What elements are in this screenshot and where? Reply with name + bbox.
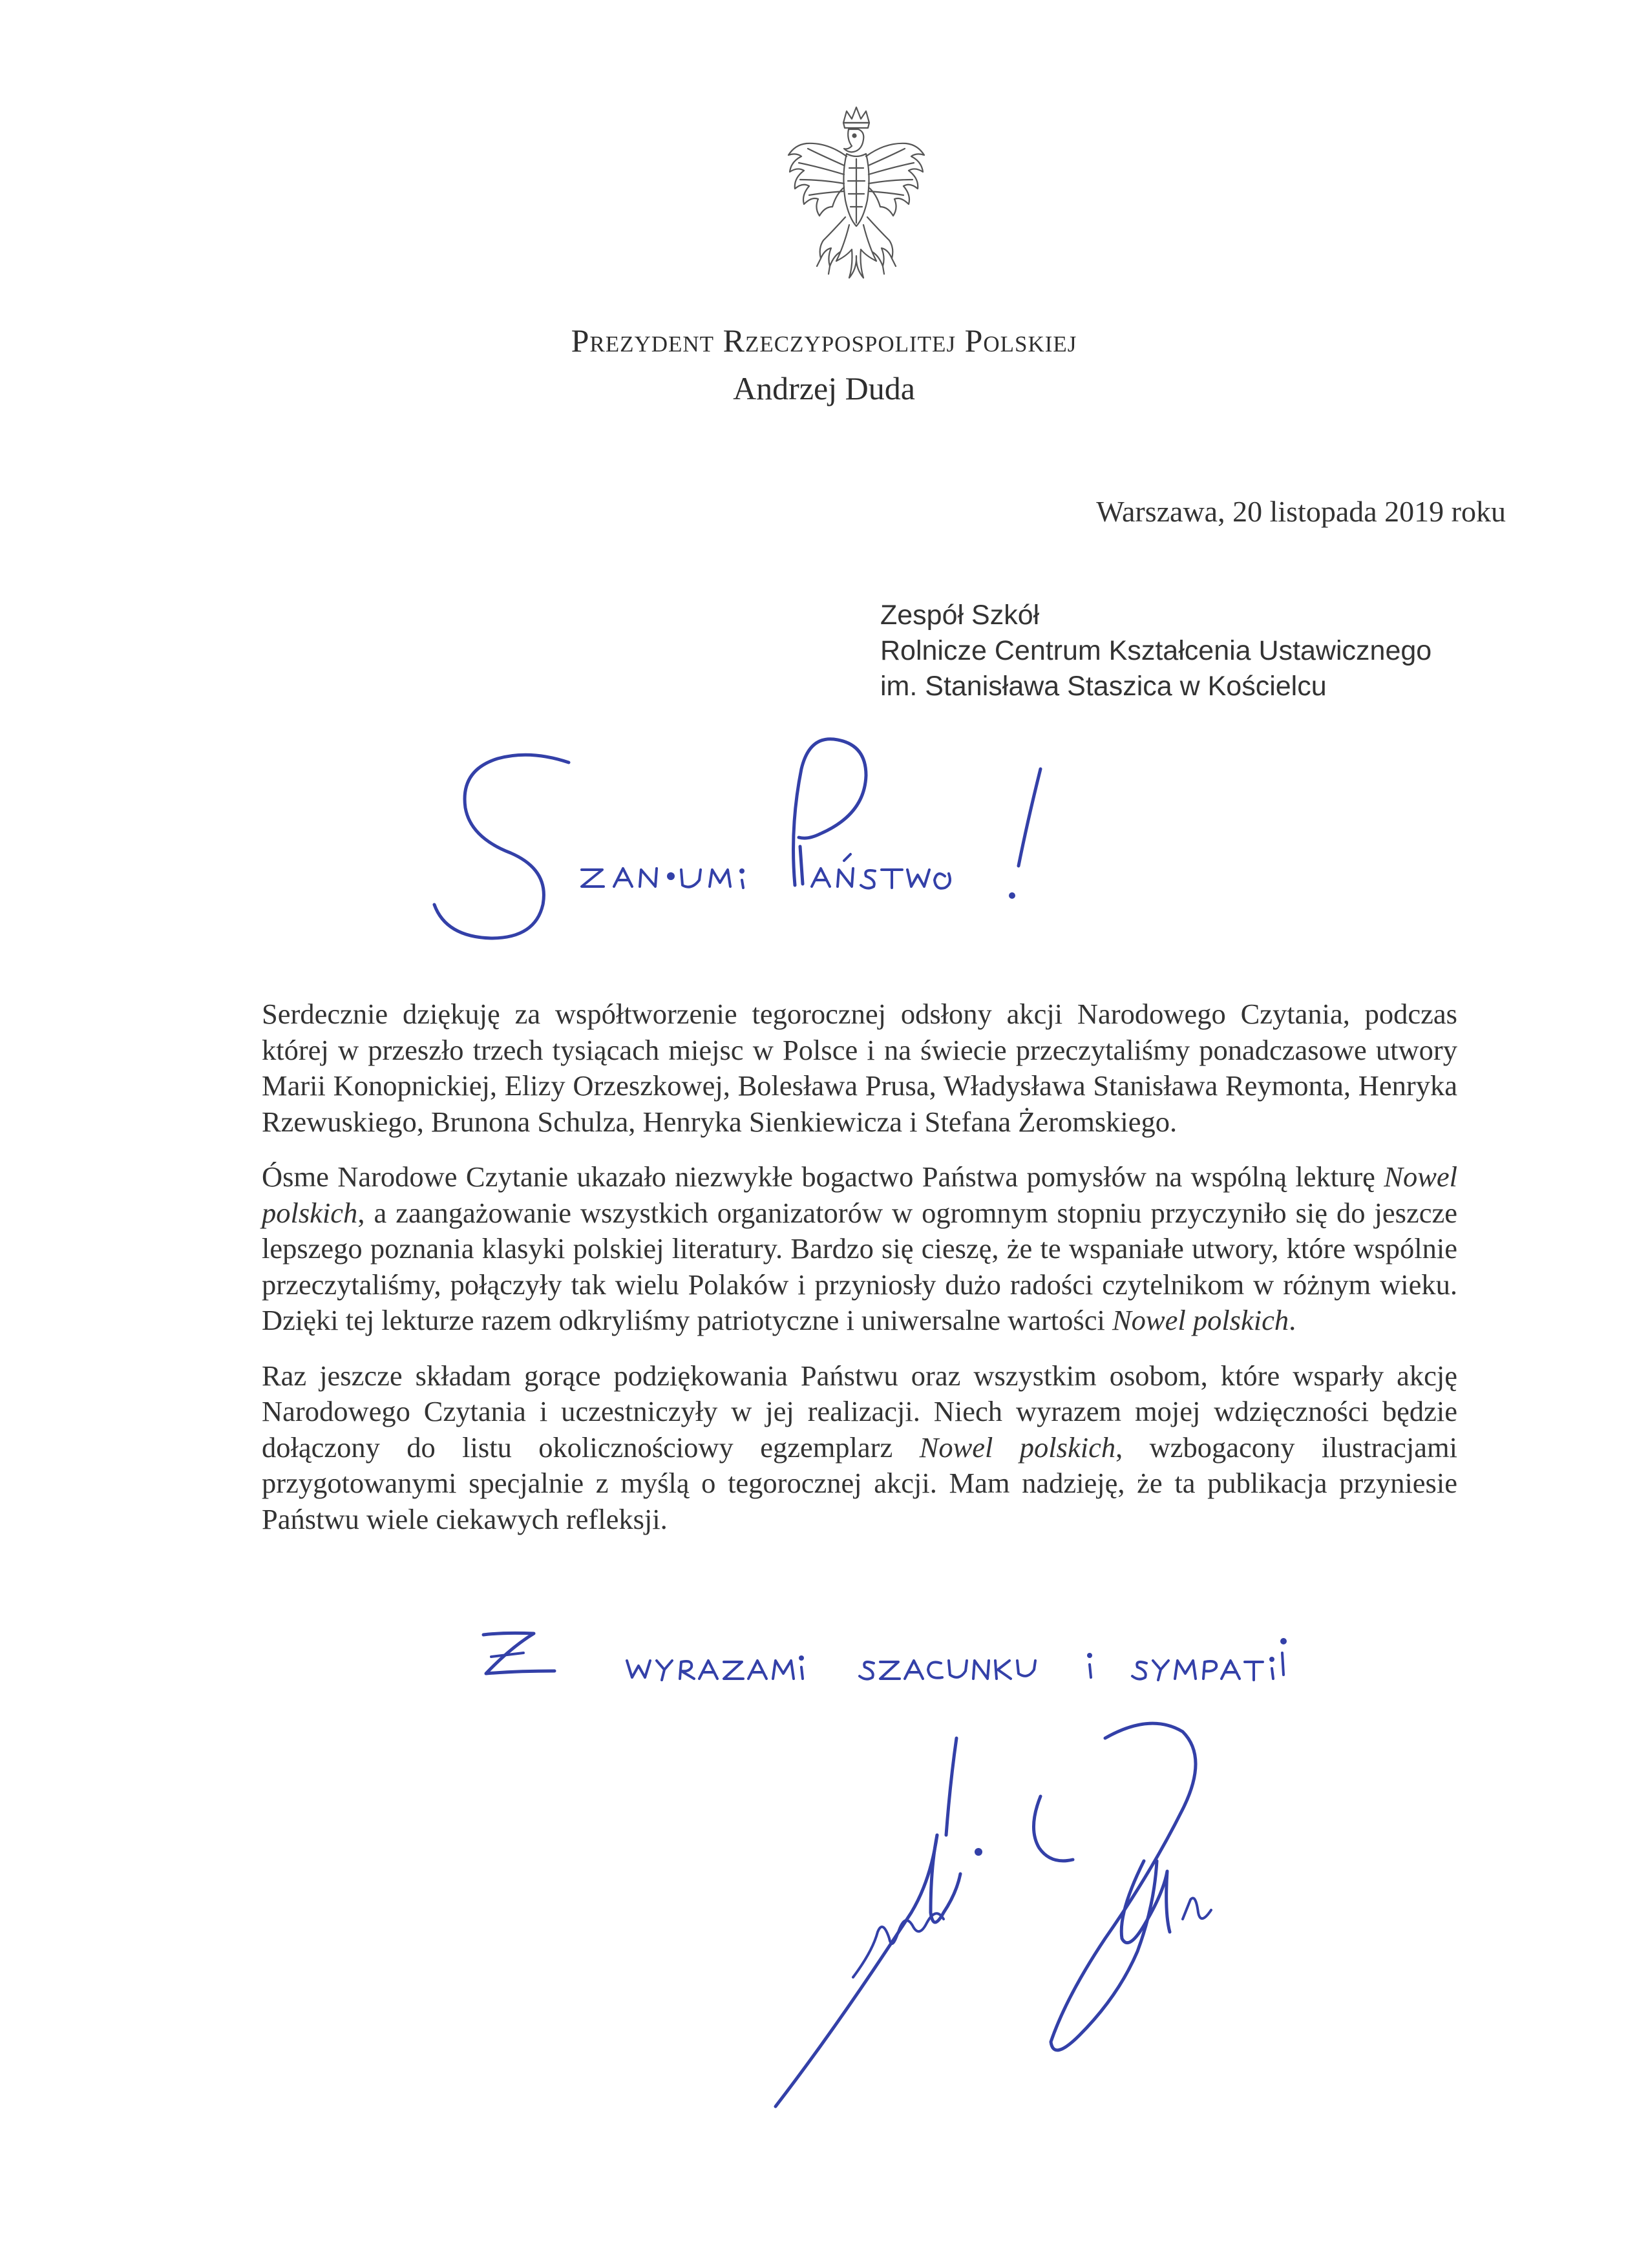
handwritten-signature xyxy=(769,1719,1428,2119)
letter-body xyxy=(262,996,1457,1557)
book-title: Nowel polskich xyxy=(262,1160,1457,1229)
recipient-line-2: Rolnicze Centrum Kształcenia Ustawicznego xyxy=(880,635,1432,666)
recipient-line-1: Zespół Szkół xyxy=(880,600,1040,631)
polish-eagle-emblem-icon xyxy=(782,103,931,297)
recipient-address xyxy=(880,598,1431,704)
letterhead-name: Andrzej Duda xyxy=(733,370,915,406)
body-paragraph-2: Ósme Narodowe Czytanie ukazało niezwykłe bogactwo Państwa pomysłów na wspólną lekturę Nowel polskich, a zaangażowanie wszystkich organizatorów w ogromnym stopniu przyczyniło się do jeszcze lepszego poznania klasyki polskiej literatury. Bardzo się cieszę, że te wspaniałe utwory, które wspólnie przeczytaliśmy, połączyły tak wielu Polaków i przyniosły dużo radości czytelnikom w różnym wieku. Dzięki tej lekturze razem odkryliśmy patriotyczne i uniwersalne wartości Nowel polskich. xyxy=(262,1160,1457,1336)
date-line: Warszawa, 20 listopada 2019 roku xyxy=(1096,495,1506,528)
handwritten-closing xyxy=(478,1596,1396,1706)
recipient-line-3: im. Stanisława Staszica w Kościelcu xyxy=(880,671,1327,702)
body-paragraph-3: Raz jeszcze składam gorące podziękowania Państwu oraz wszystkim osobom, które wsparły akcję Narodowego Czytania i uczestniczyły w jej realizacji. Niech wyrazem mojej wdzięczności będzie dołączony do listu okolicznościowy egzemplarz Nowel polskich, wzbogacony ilustracjami przygotowanymi specjalnie z myślą o tegorocznej akcji. Mam nadzieję, że ta publikacja przyniesie Państwu wiele ciekawych refleksji. xyxy=(262,1359,1457,1535)
handwritten-greeting xyxy=(420,711,1079,956)
book-title: Nowel polskich xyxy=(1112,1304,1289,1336)
book-title: Nowel polskich xyxy=(919,1431,1116,1464)
body-paragraph-1: Serdecznie dziękuję za współtworzenie tegorocznej odsłony akcji Narodowego Czytania, podczas której w przeszło trzech tysiącach miejsc w Polsce i na świecie przeczytaliśmy ponadczasowe utwory Marii Konopnickiej, Elizy Orzeszkowej, Bolesława Prusa, Władysława Stanisława Reymonta, Henryka Rzewuskiego, Brunona Schulza, Henryka Sienkiewicza i Stefana Żeromskiego. xyxy=(262,998,1457,1138)
letterhead-title: Prezydent Rzeczypospolitej Polskiej xyxy=(571,322,1077,359)
